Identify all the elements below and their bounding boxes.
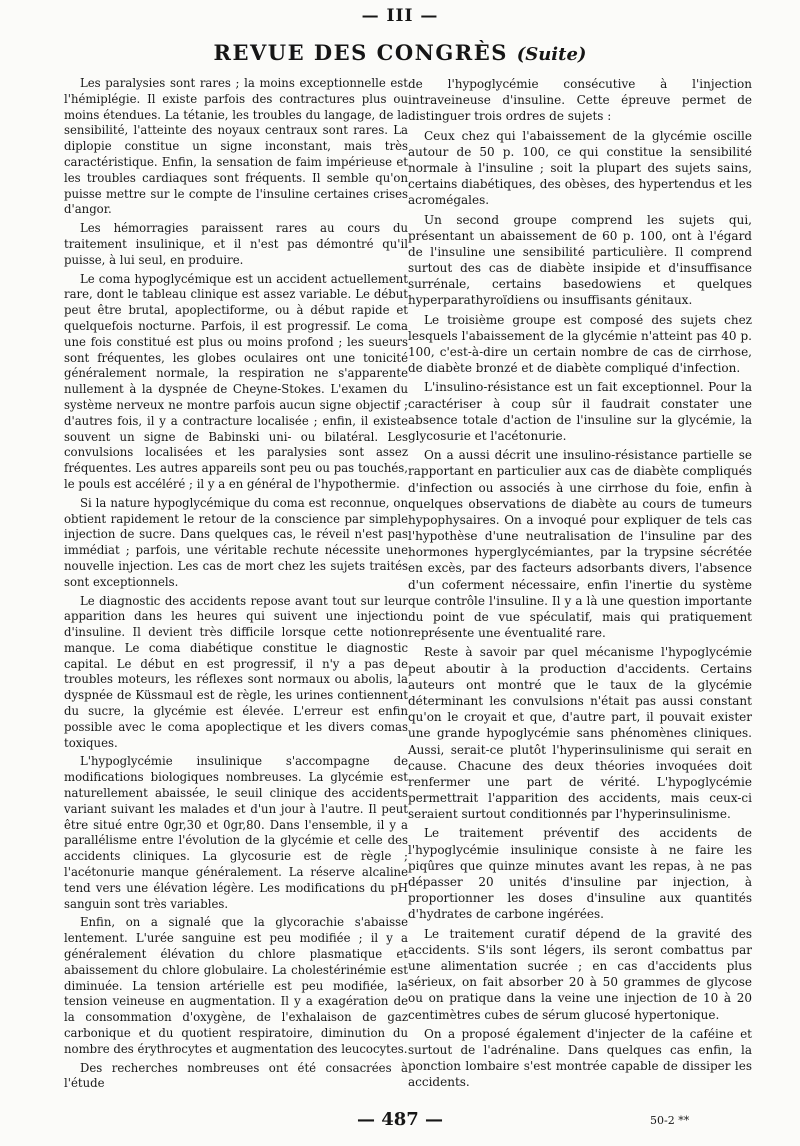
paragraph: de l'hypoglycémie consécutive à l'injection intraveineuse d'insuline. Cette épreuve permet de distinguer trois ordres de sujets :: [408, 77, 752, 124]
paragraph: Reste à savoir par quel mécanisme l'hypoglycémie peut aboutir à la production d'accidents. Certains auteurs ont montré que le taux de la glycémie déterminant les convulsions n'était pas aussi constant qu'on le croyait et que, d'autre part, il pouvait exister une grande hypoglycémie sans phénomènes cliniques. Aussi, serait-ce plutôt l'hyperinsulinisme qui serait en cause. Chacune des deux théories invoquées doit renfermer une part de vérité. L'hypoglycémie permettrait l'apparition des accidents, mais ceux-ci seraient surtout conditionnés par l'hyperinsulinisme.: [408, 645, 752, 822]
paragraph: On a aussi décrit une insulino-résistance partielle se rapportant en particulier aux cas de diabète compliqués d'infection ou associés à une cirrhose du foie, enfin à quelques observations de diabète au cours de tumeurs hypophysaires. On a invoqué pour expliquer de tels cas l'hypothèse d'une neutralisation de l'insuline par des hormones hyperglycémiantes, par la trypsine sécrétée en excès, par des facteurs adsorbants divers, l'absence d'un coferment nécessaire, enfin l'inertie du système que contrôle l'insuline. Il y a là une question importante du point de vue spéculatif, mais qui pratiquement représente une éventualité rare.: [408, 448, 752, 641]
signature-mark: 50-2 **: [650, 1114, 690, 1127]
paragraph: Les paralysies sont rares ; la moins exceptionnelle est l'hémiplégie. Il existe parfois des contractures plus ou moins étendues. La tétanie, les troubles du langage, de la sensibilité, l'atteinte des noyaux centraux sont rares. La diplopie constitue un signe inconstant, mais très caractéristique. Enfin, la sensation de faim impérieuse et les troubles cardiaques sont fréquents. Il semble qu'on puisse mettre sur le compte de l'insuline certaines crises d'angor.: [64, 76, 408, 217]
page-title: [0, 40, 800, 68]
paragraph: Le diagnostic des accidents repose avant tout sur leur apparition dans les heures qui suivent une injection d'insuline. Il devient très difficile lorsque cette notion manque. Le coma diabétique constitue le diagnostic capital. Le début en est progressif, il n'y a pas de troubles moteurs, les réflexes sont normaux ou abolis, la dyspnée de Küssmaul est de règle, les urines contiennent du sucre, la glycémie est élevée. L'erreur est enfin possible avec le coma apoplectique et les divers comas toxiques.: [64, 593, 408, 750]
paragraph: Un second groupe comprend les sujets qui, présentant un abaissement de 60 p. 100, ont à l'égard de l'insuline une sensibilité particulière. Il comprend surtout des cas de diabète insipide et d'insuffisance surrénale, certains basedowiens et quelques hyperparathyroïdiens ou insuffisants génitaux.: [408, 212, 752, 308]
title-main: REVUE DES CONGRÈS: [213, 40, 508, 65]
paragraph: Le traitement préventif des accidents de l'hypoglycémie insulinique consiste à ne faire les piqûres que quinze minutes avant les repas, à ne pas dépasser 20 unités d'insuline par injection, à proportionner les doses d'insuline aux quantités d'hydrates de carbone ingérées.: [408, 826, 752, 922]
paragraph: On a proposé également d'injecter de la caféine et surtout de l'adrénaline. Dans quelques cas enfin, la ponction lombaire s'est montrée capable de dissiper les accidents.: [408, 1026, 752, 1090]
page-number: — 487 —: [356, 1109, 444, 1130]
paragraph: Le troisième groupe est composé des sujets chez lesquels l'abaissement de la glycémie n'atteint pas 40 p. 100, c'est-à-dire un certain nombre de cas de cirrhose, de diabète bronzé et de diabète compliqué d'infection.: [408, 312, 752, 376]
right-column: [408, 76, 752, 1090]
paragraph: L'hypoglycémie insulinique s'accompagne de modifications biologiques nombreuses. La glycémie est naturellement abaissée, le seuil clinique des accidents variant suivant les malades et d'un jour à l'autre. Il peut être situé entre 0gr,30 et 0gr,80. Dans l'ensemble, il y a parallélisme entre l'évolution de la glycémie et celle des accidents cliniques. La glycosurie est de règle ; l'acétonurie manque généralement. La réserve alcaline tend vers une élévation légère. Les modifications du pH sanguin sont très variables.: [64, 754, 408, 911]
paragraph: Le traitement curatif dépend de la gravité des accidents. S'ils sont légers, ils seront combattus par une alimentation sucrée ; en cas d'accidents plus sérieux, on fait absorber 20 à 50 grammes de glycose ou on pratique dans la veine une injection de 10 à 20 centimètres cubes de sérum glucosé hypertonique.: [408, 926, 752, 1022]
paragraph: Le coma hypoglycémique est un accident actuellement rare, dont le tableau clinique est assez variable. Le début peut être brutal, apoplectiforme, ou à début rapide et quelquefois nocturne. Parfois, il est progressif. Le coma une fois constitué est plus ou moins profond ; les sueurs sont fréquentes, les globes oculaires ont une tonicité généralement normale, la respiration ne s'apparente nullement à la dyspnée de Cheyne-Stokes. L'examen du système nerveux ne montre parfois aucun signe objectif ; d'autres fois, il y a contracture localisée ; enfin, il existe souvent un signe de Babinski uni- ou bilatéral. Les convulsions localisées et les paralysies sont assez fréquentes. Les autres appareils sont peu ou pas touchés, le pouls est accéléré ; il y a en général de l'hypothermie.: [64, 271, 408, 491]
left-column: [64, 76, 408, 1092]
paragraph: Enfin, on a signalé que la glycorachie s'abaisse lentement. L'urée sanguine est peu modifiée ; il y a généralement élévation du chlore plasmatique et abaissement du chlore globulaire. La cholestérinémie est diminuée. La tension artérielle est peu modifiée, la tension veineuse en augmentation. Il y a exagération de la consommation d'oxygène, de l'exhalaison de gaz carbonique et du quotient respiratoire, diminution du nombre des érythrocytes et augmentation des leucocytes.: [64, 915, 408, 1056]
page-roman-number: — III —: [361, 6, 439, 26]
paragraph: Les hémorragies paraissent rares au cours du traitement insulinique, et il n'est pas démontré qu'il puisse, à lui seul, en produire.: [64, 221, 408, 267]
title-suffix: (Suite): [516, 44, 587, 65]
paragraph: Des recherches nombreuses ont été consacrées à l'étude: [64, 1060, 408, 1091]
paragraph: L'insulino-résistance est un fait exceptionnel. Pour la caractériser à coup sûr il faudrait constater une absence totale d'action de l'insuline sur la glycémie, la glycosurie et l'acétonurie.: [408, 380, 752, 443]
paragraph: Si la nature hypoglycémique du coma est reconnue, on obtient rapidement le retour de la conscience par simple injection de sucre. Dans quelques cas, le réveil n'est pas immédiat ; parfois, une véritable rechute nécessite une nouvelle injection. Les cas de mort chez les sujets traités sont exceptionnels.: [64, 495, 408, 589]
paragraph: Ceux chez qui l'abaissement de la glycémie oscille autour de 50 p. 100, ce qui constitue la sensibilité normale à l'insuline ; soit la plupart des sujets sains, certains diabétiques, des obèses, des hypertendus et les acromégales.: [408, 128, 752, 208]
